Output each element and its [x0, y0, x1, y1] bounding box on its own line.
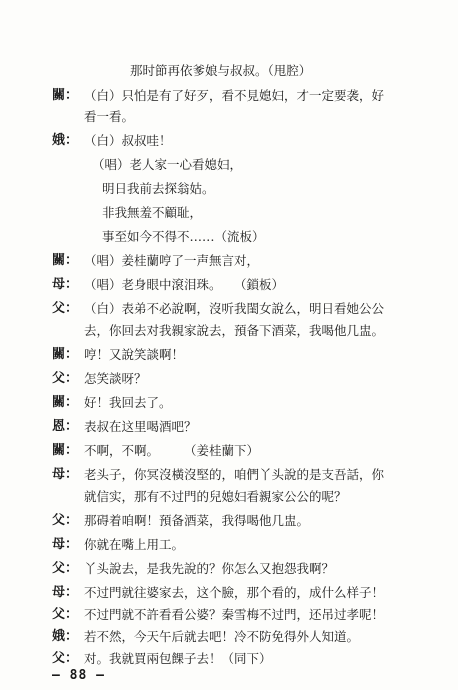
script-line [0, 130, 458, 152]
speaker-label: 父： [52, 301, 79, 316]
line-text: 那碍着咱啊！預备酒菜，我得喝他几盅。 [84, 513, 310, 528]
speaker-label: 父： [52, 607, 79, 622]
speaker-label: 關： [52, 395, 79, 410]
line-text: 哼！又說笑談啊！ [84, 347, 185, 362]
speaker-label: 母： [52, 467, 79, 482]
line-text: 好！我回去了。 [84, 395, 172, 410]
speaker-label: 關： [52, 88, 79, 103]
script-line [0, 604, 458, 626]
line-text: 就信实，那有不过門的兒媳妇看親家公公的呢？ [84, 489, 347, 504]
script-line [0, 392, 458, 414]
speaker-label: 關： [52, 443, 79, 458]
script-line [0, 344, 458, 366]
script-line [0, 85, 458, 107]
script-line [0, 368, 458, 390]
script-line [0, 320, 458, 342]
line-text: 你就在嘴上用工。 [84, 537, 185, 552]
script-line [0, 226, 458, 248]
script-line [0, 626, 458, 648]
script-line [0, 202, 458, 224]
script-line [0, 250, 458, 272]
line-text: 丫头說去，是我先說的？你怎么又抱怨我啊？ [84, 561, 335, 576]
script-line [0, 486, 458, 508]
script-line [0, 178, 458, 200]
line-text: 明日我前去探翁姑。 [102, 181, 215, 196]
script-line [0, 558, 458, 580]
speaker-label: 娥： [52, 133, 79, 148]
speaker-label: 父： [52, 371, 79, 386]
line-text: 对。我就買兩包餜子去！（同下） [84, 651, 272, 666]
script-line [0, 534, 458, 556]
line-text: （白）表弟不必說啊，沒听我閨女說么，明日看她公公 [84, 301, 385, 316]
script-line [0, 60, 458, 82]
line-text: （白）叔叔哇！ [84, 133, 172, 148]
line-text: （唱）老人家一心看媳妇， [92, 157, 243, 172]
speaker-label: 父： [52, 513, 79, 528]
speaker-label: 恩： [52, 419, 79, 434]
script-line [0, 106, 458, 128]
line-text: 不过門就往婆家去，这个臉，那个看的，成什么样子！ [84, 585, 385, 600]
script-line [0, 464, 458, 486]
line-text: 表叔在这里喝酒吧？ [84, 419, 197, 434]
line-text: 老头子，你冥沒橫沒堅的，咱們丫头說的是支吾話，你 [84, 467, 385, 482]
speaker-label: 父： [52, 561, 79, 576]
speaker-label: 母： [52, 537, 79, 552]
speaker-label: 母： [52, 277, 79, 292]
script-line [0, 582, 458, 604]
page-number: — 88 — [52, 668, 105, 683]
line-text: （唱）姜桂蘭哼了一声無言对， [84, 253, 260, 268]
line-text: 不啊，不啊。 （姜桂蘭下） [84, 443, 260, 458]
line-text: 看一看。 [84, 109, 135, 124]
line-text: 不过門就不許看看公婆？秦雪梅不过門，还吊过孝呢！ [84, 607, 385, 622]
line-text: 非我無羞不顧耻， [102, 205, 203, 220]
speaker-label: 娥： [52, 629, 79, 644]
line-text: （唱）老身眼中滾泪珠。 （鎖板） [84, 277, 285, 292]
script-line [0, 510, 458, 532]
script-line [0, 440, 458, 462]
script-line [0, 274, 458, 296]
speaker-label: 母： [52, 585, 79, 600]
line-text: 去，你回去对我親家說去，預备下酒菜，我喝他几盅。 [84, 323, 385, 338]
speaker-label: 父： [52, 651, 79, 666]
speaker-label: 關： [52, 347, 79, 362]
script-line [0, 648, 458, 670]
line-text: 事至如今不得不……（流板） [102, 229, 265, 244]
script-line [0, 298, 458, 320]
line-text: （白）只怕是有了好歹，看不見媳妇，才一定要袭，好 [84, 88, 385, 103]
script-line [0, 416, 458, 438]
script-line [0, 154, 458, 176]
line-text: 若不然，今天午后就去吧！冷不防免得外人知道。 [84, 629, 360, 644]
line-text: 那时節再依爹娘与叔叔。（甩腔） [130, 63, 312, 78]
line-text: 怎笑談呀？ [84, 371, 147, 386]
speaker-label: 關： [52, 253, 79, 268]
